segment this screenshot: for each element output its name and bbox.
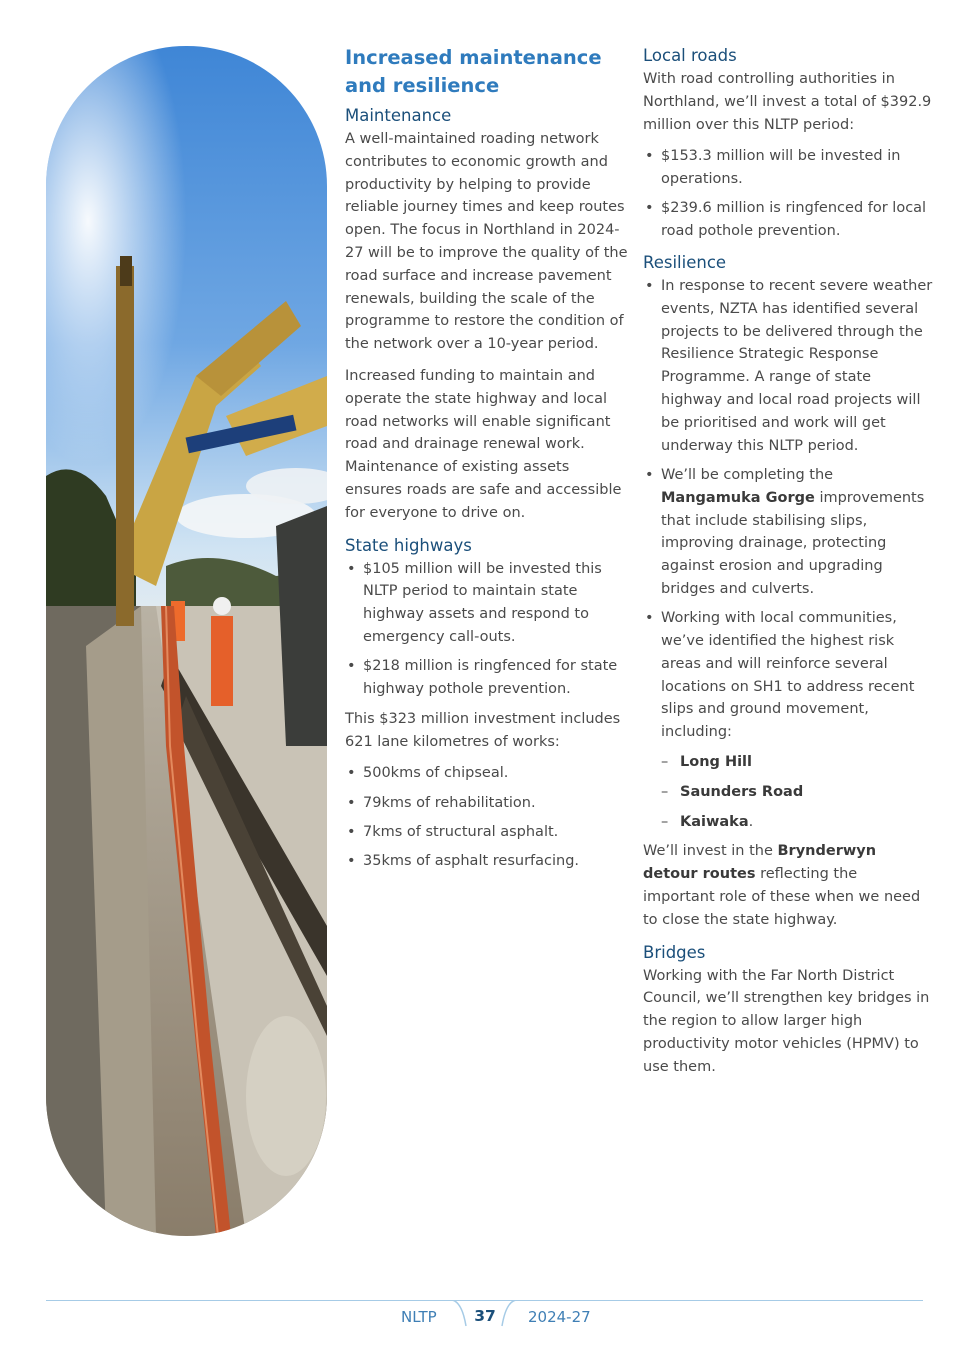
state-highways-heading: State highways [345,535,472,555]
bridges-heading: Bridges [643,942,706,962]
text-run: We’ll invest in the [643,843,778,860]
list-item: • 7kms of structural asphalt. [345,821,630,844]
location-item: – Saunders Road [643,781,933,804]
brynderwyn-bold: Brynderwyn detour routes [643,843,877,883]
text-run: reflecting the important role of these when we need to close the state highway. [643,866,921,928]
list-item: • Working with local communities, we’ve identified the highest risk areas and will reinforce several locations on SH1 to address recent slips and ground movement, including: [643,607,933,744]
list-item: • $239.6 million is ringfenced for local road pothole prevention. [643,197,933,243]
local-roads-paragraph: With road controlling authorities in Northland, we’ll invest a total of $392.9 million over this NLTP period: [643,71,932,133]
local-roads-list [643,145,933,243]
page-footer [0,1296,967,1336]
right-column [643,44,933,1088]
works-list [345,762,630,873]
maintenance-paragraph-1: A well-maintained roading network contributes to economic growth and productivity by helping to provide reliable journey times and keep routes open. The focus in Northland in 2024-27 will be to improve the quality of the road surface and increase pavement renewals, building the scale of the programme to restore the condition of the network over a 10-year period. [345,131,628,353]
list-item: • $153.3 million will be invested in operations. [643,145,933,191]
middle-column [345,44,630,880]
list-item: • 35kms of asphalt resurfacing. [345,850,630,873]
construction-site-photo [46,46,327,1236]
investment-paragraph: This $323 million investment includes 621 lane kilometres of works: [345,710,621,750]
brynderwyn-paragraph [643,840,933,931]
locations-list [643,751,933,833]
list-item: • $105 million will be invested this NLTP period to maintain state highway assets and respond to emergency call-outs. [345,558,630,649]
bridges-paragraph: Working with the Far North District Council, we’ll strengthen key bridges in the region to allow larger high productivity motor vehicles (HPMV) to use them. [643,967,930,1075]
list-item: • 500kms of chipseal. [345,762,630,785]
location-item [643,811,933,834]
location-suffix: . [748,813,754,830]
list-item [643,464,933,601]
footer-label: NLTP [401,1308,437,1326]
footer-years: 2024-27 [528,1308,591,1326]
local-roads-heading: Local roads [643,46,737,65]
text-run: improvements that include stabilising slips, improving drainage, protecting against erosion and upgrading bridges and culverts. [661,489,925,597]
page-title: Increased maintenance and resilience [345,46,602,97]
page-number: 37 [474,1307,496,1325]
list-item: • In response to recent severe weather events, NZTA has identified several projects to be delivered through the Resilience Strategic Response Programme. A range of state highway and local road projects will be prioritised and work will get underway this NLTP period. [643,275,933,457]
location-name: Kaiwaka [680,813,749,830]
resilience-heading: Resilience [643,253,727,273]
maintenance-paragraph-2: Increased funding to maintain and operate the state highway and local road networks will enable significant road and drainage renewal work. Maintenance of existing assets ensures roads are safe and accessible for everyone to drive on. [345,367,622,521]
text-run: We’ll be completing the [661,466,834,483]
state-highways-list [345,558,630,701]
list-item: • 79kms of rehabilitation. [345,792,630,815]
list-item: • $218 million is ringfenced for state highway pothole prevention. [345,655,630,701]
maintenance-heading: Maintenance [345,106,452,125]
resilience-list [643,275,933,744]
mangamuka-gorge-bold: Mangamuka Gorge [661,489,815,506]
location-item: – Long Hill [643,751,933,774]
